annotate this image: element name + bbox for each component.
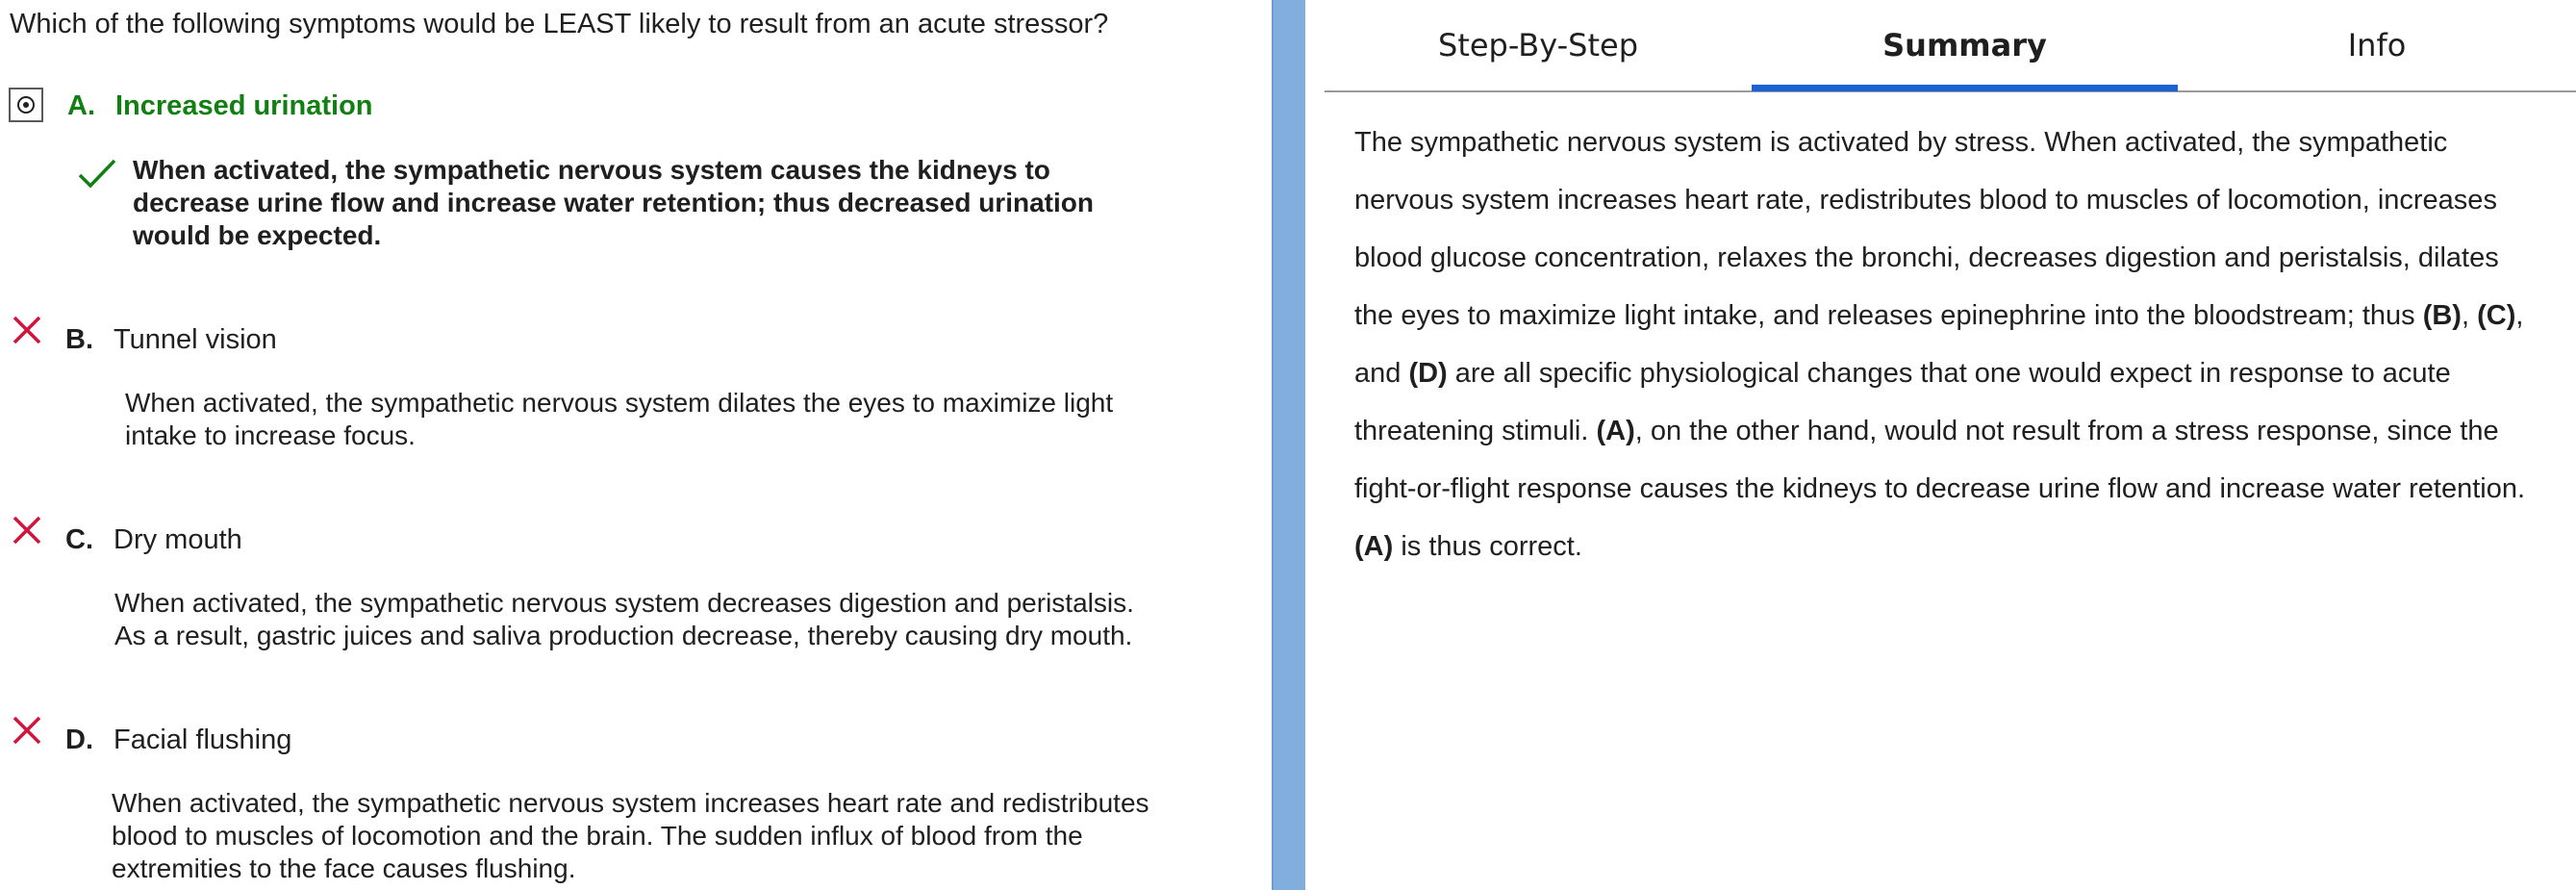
radio-ring — [17, 96, 35, 114]
active-tab-indicator — [1752, 85, 2178, 91]
summary-run: are all specific physiological changes that one would expect in response to acute — [1447, 358, 2451, 389]
option-d-letter: D. — [65, 725, 93, 755]
option-a-letter: A. — [67, 90, 95, 121]
option-c-text[interactable]: Dry mouth — [114, 524, 242, 555]
summary-line — [1354, 402, 2571, 460]
summary-run: The sympathetic nervous system is activated by stress. When activated, the sympathetic — [1354, 127, 2448, 158]
answer-reference: (B) — [2422, 300, 2462, 331]
option-d-text[interactable]: Facial flushing — [114, 725, 292, 755]
tab-summary[interactable]: Summary — [1882, 27, 2047, 64]
x-mark-icon — [12, 315, 42, 345]
explanation-line: extremities to the face causes flushing. — [112, 853, 576, 883]
pane-splitter[interactable] — [1272, 0, 1305, 890]
option-c-explanation — [114, 587, 1134, 652]
explanation-line: When activated, the sympathetic nervous system causes the kidneys to — [133, 155, 1050, 185]
tab-step-by-step[interactable]: Step-By-Step — [1438, 27, 1638, 64]
option-c-letter: C. — [65, 524, 93, 555]
summary-run: threatening stimuli. — [1354, 416, 1597, 446]
explanation-line: When activated, the sympathetic nervous system dilates the eyes to maximize light — [125, 388, 1114, 418]
answer-reference: (C) — [2477, 300, 2516, 331]
summary-run: and — [1354, 358, 1409, 389]
explanation-line: As a result, gastric juices and saliva production decrease, thereby causing dry mouth. — [114, 621, 1133, 650]
radio-dot — [23, 102, 29, 108]
summary-line — [1354, 229, 2571, 287]
answer-reference: (D) — [1408, 358, 1448, 389]
tab-info[interactable]: Info — [2347, 27, 2407, 64]
answer-reference: (A) — [1354, 531, 1394, 562]
x-mark-icon — [12, 515, 42, 546]
summary-run: , — [2461, 300, 2478, 331]
answer-reference: (A) — [1596, 416, 1635, 446]
tab-bar — [1325, 0, 2576, 92]
radio-selected-icon[interactable] — [9, 88, 43, 122]
question-pane — [0, 0, 1272, 890]
option-d-explanation — [112, 787, 1149, 885]
explanation-pane — [1305, 0, 2576, 890]
summary-run: blood glucose concentration, relaxes the bronchi, decreases digestion and peristalsis, dilates — [1354, 242, 2499, 273]
summary-line — [1354, 114, 2571, 171]
summary-line — [1354, 344, 2571, 402]
x-mark-icon — [12, 715, 42, 746]
question-stem: Which of the following symptoms would be LEAST likely to result from an acute stressor? — [10, 9, 1109, 39]
summary-line — [1354, 287, 2571, 344]
option-a-explanation — [133, 154, 1094, 252]
option-b-letter: B. — [65, 324, 93, 355]
explanation-line: blood to muscles of locomotion and the brain. The sudden influx of blood from the — [112, 821, 1083, 851]
option-b-text[interactable]: Tunnel vision — [114, 324, 277, 355]
explanation-line: intake to increase focus. — [125, 420, 416, 450]
summary-run: , on the other hand, would not result from a stress response, since the — [1634, 416, 2499, 446]
summary-run: , — [2515, 300, 2524, 331]
summary-line — [1354, 518, 2571, 575]
checkmark-icon — [77, 158, 117, 191]
option-b-explanation — [125, 387, 1113, 452]
summary-run: nervous system increases heart rate, redistributes blood to muscles of locomotion, increases — [1354, 185, 2497, 216]
summary-text — [1354, 114, 2571, 575]
summary-run: the eyes to maximize light intake, and releases epinephrine into the bloodstream; thus — [1354, 300, 2423, 331]
explanation-line: When activated, the sympathetic nervous system decreases digestion and peristalsis. — [114, 588, 1134, 618]
option-a-text[interactable]: Increased urination — [115, 90, 373, 121]
summary-line — [1354, 460, 2571, 518]
explanation-line: would be expected. — [133, 220, 382, 250]
summary-line — [1354, 171, 2571, 229]
explanation-line: decrease urine flow and increase water retention; thus decreased urination — [133, 188, 1094, 217]
summary-run: is thus correct. — [1393, 531, 1582, 562]
explanation-line: When activated, the sympathetic nervous system increases heart rate and redistributes — [112, 788, 1149, 818]
summary-run: fight-or-flight response causes the kidneys to decrease urine flow and increase water retention. — [1354, 473, 2526, 504]
